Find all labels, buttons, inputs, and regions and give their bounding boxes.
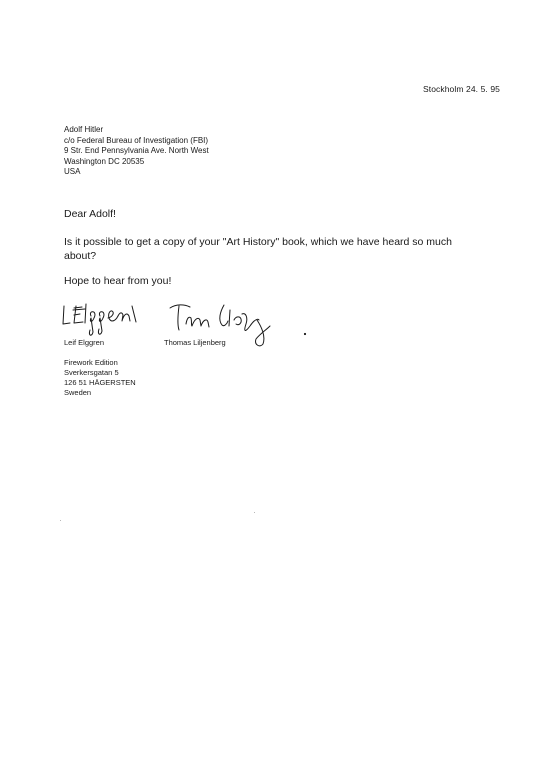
signer-name-thomas: Thomas Liljenberg [164, 338, 226, 347]
signer-name-leif: Leif Elggren [64, 338, 105, 347]
sender-city: 126 51 HÄGERSTEN [64, 378, 136, 387]
recipient-city: Washington DC 20535 [64, 156, 145, 166]
recipient-address [64, 125, 209, 178]
recipient-organization: c/o Federal Bureau of Investigation (FBI) [64, 135, 209, 145]
recipient-country: USA [64, 167, 81, 177]
closing-line: Hope to hear from you! [64, 275, 172, 287]
letter-date: Stockholm 24. 5. 95 [422, 84, 500, 94]
sender-country: Sweden [64, 388, 92, 397]
signature-leif-elggren [63, 304, 136, 335]
sender-address [64, 358, 136, 398]
recipient-name: Adolf Hitler [64, 125, 104, 134]
sender-name: Firework Edition [64, 358, 118, 367]
recipient-street: 9 Str. End Pennsylvania Ave. North West [64, 146, 209, 156]
salutation: Dear Adolf! [64, 208, 116, 220]
paper-speck [60, 520, 61, 521]
sender-street: Sverkersgatan 5 [64, 368, 119, 377]
letter-body: Is it possible to get a copy of your "Art History" book, which we have heard so much about? [64, 236, 452, 262]
paper-speck [254, 512, 255, 513]
